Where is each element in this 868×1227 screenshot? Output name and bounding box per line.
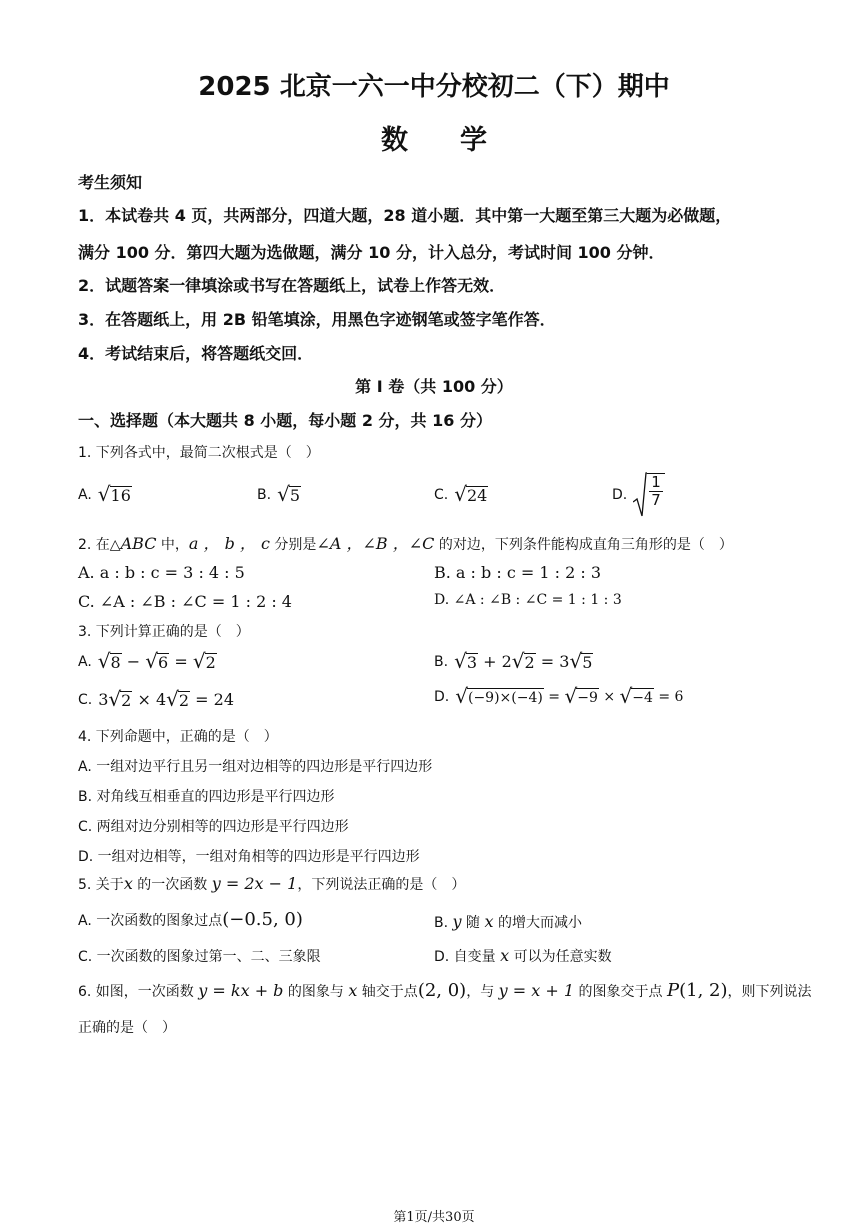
page-footer: 第1页/共30页 — [393, 1210, 475, 1225]
radical: √ 24 — [454, 482, 488, 506]
fraction-denominator: 7 — [651, 491, 661, 509]
text: 中， — [156, 537, 189, 553]
question-3-stem: 3. 下列计算正确的是（ ） — [78, 624, 250, 640]
notice-item: 4．考试结束后，将答题纸交回． — [78, 344, 314, 363]
exam-title: 2025 北京一六一中分校初二（下）期中 — [198, 72, 670, 102]
notice-heading: 考生须知 — [78, 173, 143, 192]
question-4-stem: 4. 下列命题中，正确的是（ ） — [78, 729, 278, 745]
subject-title: 数学 — [381, 125, 539, 156]
q2-option-c — [78, 592, 292, 611]
math: a ， b ， c — [188, 534, 270, 553]
coefficient: 3 — [98, 690, 109, 709]
operator: = 6 — [653, 688, 684, 705]
math: x — [348, 981, 358, 1000]
radicand: 2 — [121, 691, 132, 710]
text: 2. 在△ — [78, 537, 121, 553]
q2-option-b — [434, 563, 601, 582]
text: 的增大而减小 — [493, 915, 582, 931]
radical: √ 5 — [277, 482, 300, 506]
radical: √ 16 — [97, 482, 131, 506]
operator: + 2 — [478, 652, 512, 671]
text: ，则下列说法 — [727, 984, 812, 1000]
radicand: 6 — [158, 653, 169, 672]
q4-option-d: D. 一组对边相等，一组对角相等的四边形是平行四边形 — [78, 849, 420, 865]
radicand: 2 — [178, 691, 190, 710]
q3-option-a — [78, 651, 217, 672]
text: 随 — [461, 915, 485, 931]
radical: √ 2 — [192, 649, 216, 673]
radicand: 2 — [205, 653, 216, 672]
radicand: (−9)×(−4) — [467, 690, 543, 706]
radical: √ −4 — [619, 684, 653, 708]
notice-item: 3．在答题纸上，用 2B 铅笔填涂，用黑色字迹钢笔或签字笔作答． — [78, 310, 556, 329]
q4-option-c: C. 两组对边分别相等的四边形是平行四边形 — [78, 819, 349, 835]
q5-option-d — [434, 946, 612, 966]
q3-option-c — [78, 689, 234, 710]
question-5-stem — [78, 874, 465, 894]
option-label: D. — [612, 487, 628, 503]
text: 6. 如图，一次函数 — [78, 984, 199, 1000]
radical: √ (−9)×(−4) — [455, 684, 543, 708]
text: D. 自变量 — [434, 949, 501, 965]
q3-option-d — [434, 686, 683, 707]
radical: √ 2 — [511, 649, 535, 673]
math: x — [500, 946, 510, 965]
math: y = x + 1 — [498, 981, 575, 1000]
radicand: 5 — [582, 653, 593, 672]
section-title: 一、选择题（本大题共 8 小题，每小题 2 分，共 16 分） — [78, 411, 492, 430]
q2-option-d — [434, 592, 622, 608]
q5-option-c: C. 一次函数的图象过第一、二、三象限 — [78, 949, 321, 965]
radicand: 2 — [524, 653, 535, 672]
text: B. — [434, 915, 453, 931]
option-label: C. — [78, 691, 93, 708]
notice-item: 1．本试卷共 4 页，共两部分，四道大题，28 道小题．其中第一大题至第三大题为必做题， — [78, 206, 732, 225]
fraction-numerator: 1 — [651, 473, 661, 491]
q5-option-b — [434, 912, 582, 932]
math: (−0.5, 0) — [222, 909, 303, 930]
text: ，与 — [466, 984, 499, 1000]
q3-option-b — [434, 651, 593, 672]
operator: = — [543, 688, 565, 705]
q5-option-a — [78, 909, 303, 930]
notice-item: 满分 100 分．第四大题为选做题，满分 10 分，计入总分，考试时间 100 分钟． — [78, 243, 665, 262]
q1-option-a — [78, 484, 132, 505]
radical: √ 8 — [97, 649, 121, 673]
option-label: B. — [257, 486, 272, 503]
q1-option-c — [434, 484, 488, 505]
radical — [633, 472, 665, 518]
text: 的一次函数 — [132, 877, 212, 893]
radical: √ 5 — [569, 649, 593, 673]
question-6-stem-line2: 正确的是（ ） — [78, 1020, 176, 1036]
question-2-stem — [78, 531, 733, 554]
radical: √ −9 — [564, 684, 598, 708]
text: 的图象与 — [283, 984, 349, 1000]
option-label: C. — [434, 486, 449, 503]
text: 轴交于点 — [357, 984, 418, 1000]
option-label: D. — [434, 688, 450, 705]
operator: × 4 — [132, 690, 167, 709]
radical: √ 2 — [108, 687, 132, 711]
text: 可以为任意实数 — [509, 949, 612, 965]
option-text: A. a : b : c = 3 : 4 : 5 — [78, 563, 245, 582]
option-label: A. — [78, 486, 92, 503]
text: 的图象交于点 — [574, 984, 667, 1000]
notice-item: 2．试题答案一律填涂或书写在答题纸上，试卷上作答无效． — [78, 276, 506, 295]
operator: − — [121, 652, 146, 671]
option-label: A. — [78, 653, 92, 670]
math: (2, 0) — [417, 980, 467, 1001]
text: ，下列说法正确的是（ ） — [297, 877, 466, 893]
radical: √ 3 — [454, 649, 477, 673]
question-1-stem: 1. 下列各式中，最简二次根式是（ ） — [78, 445, 320, 461]
text: 分别是 — [269, 537, 317, 553]
math: x — [484, 912, 494, 931]
q4-option-b: B. 对角线互相垂直的四边形是平行四边形 — [78, 789, 335, 805]
math: ABC — [120, 534, 157, 553]
operator: = 3 — [535, 652, 570, 671]
math: y = 2x − 1 — [211, 874, 298, 893]
radical: √ 2 — [166, 687, 190, 711]
operator: = 24 — [190, 690, 234, 709]
option-text: C. ∠A : ∠B : ∠C = 1 : 2 : 4 — [78, 592, 292, 611]
question-6-stem — [78, 980, 812, 1001]
text: A. 一次函数的图象过点 — [78, 913, 223, 929]
radicand: 24 — [466, 486, 488, 505]
math: ∠A ，∠B ，∠C — [316, 534, 435, 553]
text: 5. 关于 — [78, 877, 124, 893]
option-label: B. — [434, 653, 449, 670]
radicand: −4 — [632, 690, 653, 706]
option-text: B. a : b : c = 1 : 2 : 3 — [434, 563, 602, 582]
math: y — [452, 912, 462, 931]
text: 的对边，下列条件能构成直角三角形的是（ ） — [434, 537, 733, 553]
volume-title: 第 I 卷（共 100 分） — [355, 377, 513, 396]
operator: = — [169, 652, 193, 671]
radicand: −9 — [577, 690, 598, 706]
math: y = kx + b — [198, 981, 284, 1000]
math: (1, 2) — [679, 980, 728, 1001]
radicand: 3 — [466, 653, 477, 672]
math: P — [666, 980, 680, 1001]
option-text: D. ∠A : ∠B : ∠C = 1 : 1 : 3 — [434, 592, 622, 608]
radicand: 5 — [289, 486, 300, 505]
operator: × — [598, 688, 620, 705]
q1-option-b — [257, 484, 301, 505]
q2-option-a — [78, 563, 245, 582]
math: x — [123, 874, 133, 893]
q4-option-a: A. 一组对边平行且另一组对边相等的四边形是平行四边形 — [78, 759, 433, 775]
radical: √ 6 — [145, 649, 169, 673]
q1-option-d — [612, 472, 665, 518]
radicand: 16 — [110, 486, 131, 505]
radicand: 8 — [110, 653, 121, 672]
